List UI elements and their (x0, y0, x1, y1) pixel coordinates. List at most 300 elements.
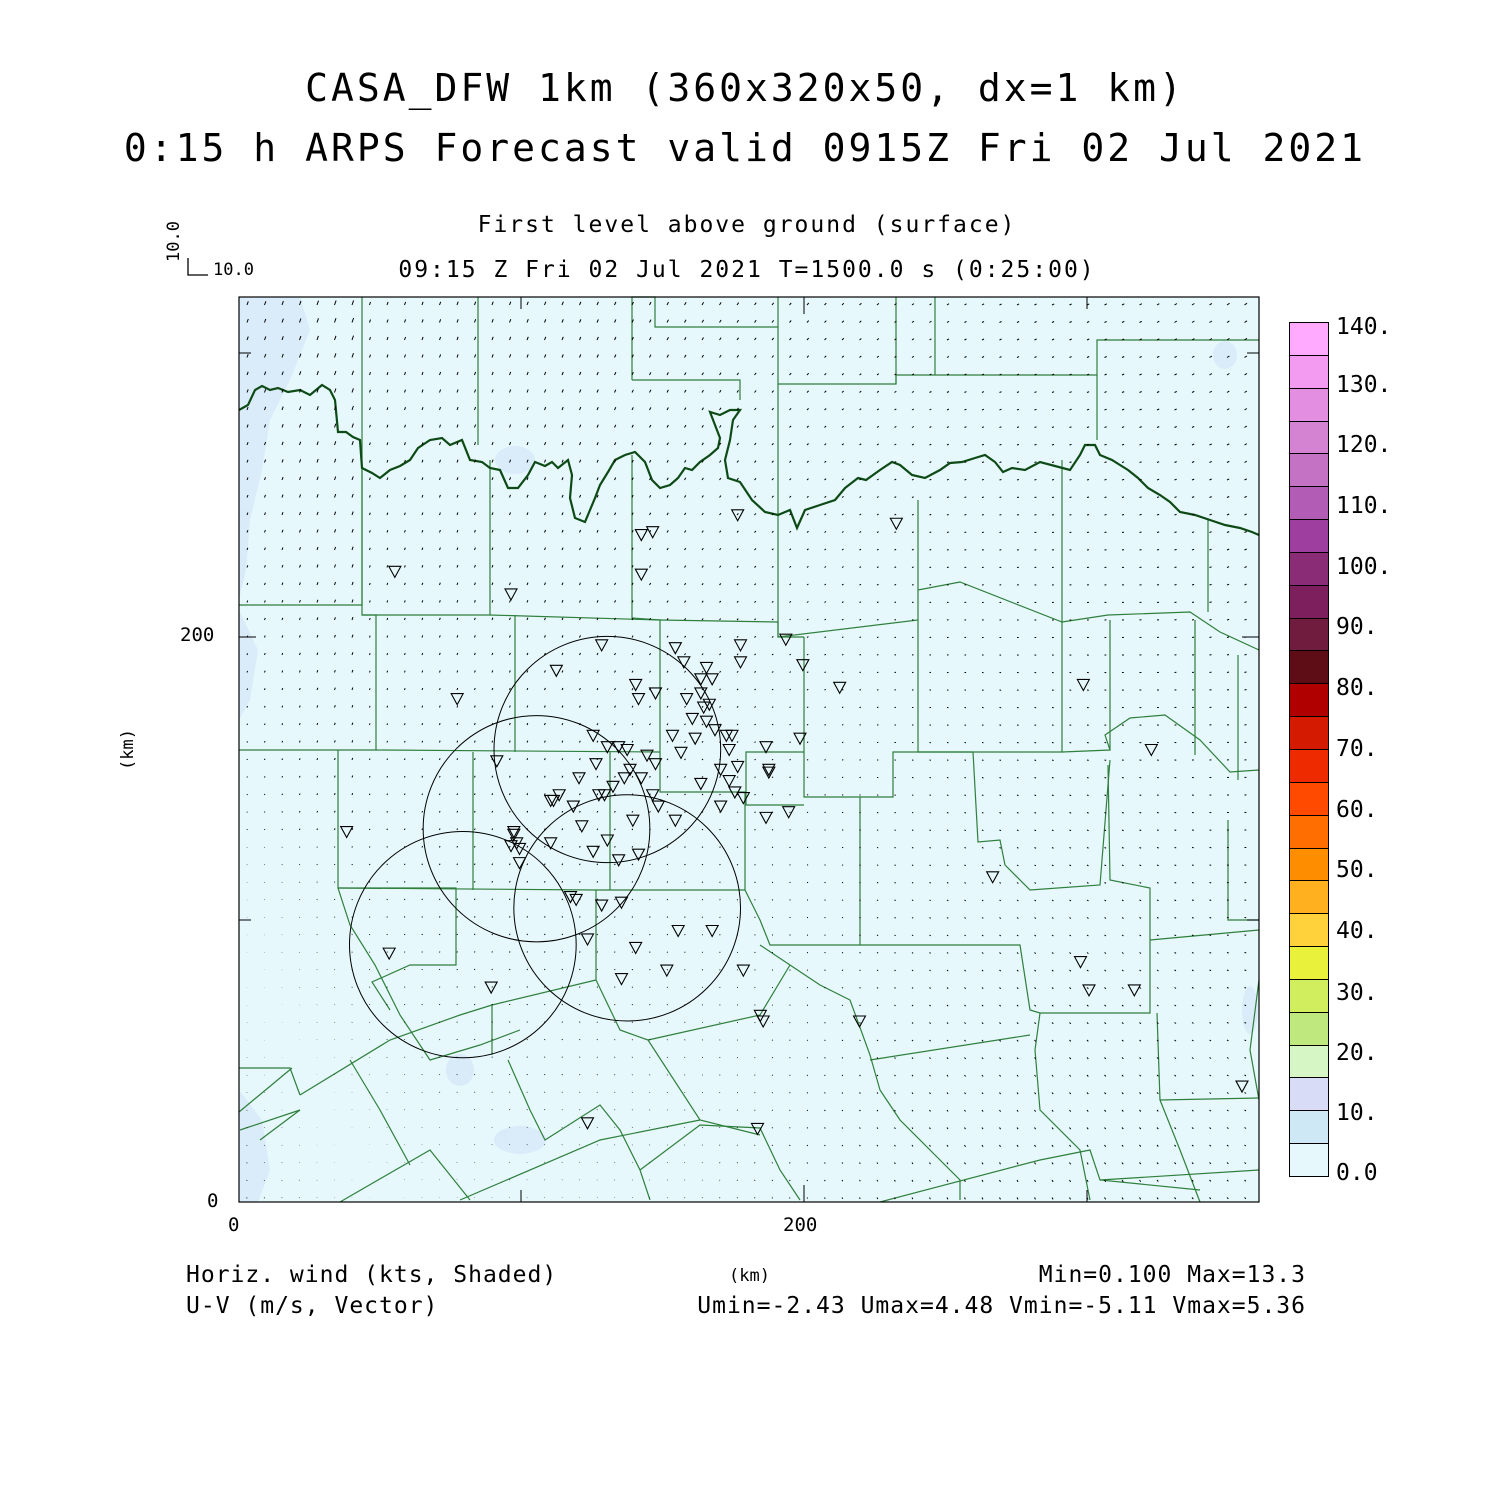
wind-vector (457, 881, 458, 882)
wind-vector (1052, 865, 1054, 866)
wind-vector (352, 793, 353, 795)
wind-vector (1157, 865, 1159, 866)
wind-vector (597, 1039, 598, 1040)
wind-vector (422, 671, 423, 673)
wind-vector (457, 793, 458, 795)
wind-vector (1122, 515, 1124, 516)
wind-vector (475, 846, 476, 848)
wind-vector (1070, 480, 1072, 481)
wind-vector (317, 723, 318, 725)
colorbar-cell (1289, 585, 1329, 619)
wind-vector (737, 759, 738, 760)
wind-vector (720, 882, 721, 883)
wind-vector (615, 917, 616, 918)
wind-vector (475, 864, 476, 865)
wind-vector (1070, 848, 1072, 849)
wind-vector (1210, 935, 1212, 936)
wind-vector (1070, 778, 1072, 779)
wind-vector (965, 883, 966, 884)
wind-vector (562, 934, 563, 935)
colorbar-cell (1289, 848, 1329, 882)
wind-vector (580, 969, 581, 970)
wind-vector (545, 864, 546, 865)
wind-vector (825, 1145, 826, 1146)
wind-vector (597, 1022, 598, 1023)
wind-vector (510, 899, 511, 900)
wind-vector (860, 1128, 861, 1129)
vector-key-v-label: 10.0 (164, 221, 184, 262)
wind-vector (947, 830, 948, 831)
wind-vector (877, 567, 879, 568)
wind-vector (982, 795, 983, 796)
wind-vector (825, 1023, 826, 1024)
wind-vector (790, 707, 791, 708)
wind-vector (877, 988, 878, 989)
wind-vector (877, 602, 879, 603)
wind-vector (1070, 427, 1072, 428)
wind-vector (562, 881, 563, 882)
wind-vector (440, 635, 441, 637)
wind-vector (650, 934, 651, 935)
wind-vector (282, 759, 283, 761)
wind-vector (370, 653, 371, 655)
wind-vector (1087, 813, 1089, 814)
wind-vector (807, 1180, 808, 1181)
wind-vector (877, 1075, 878, 1076)
wind-vector (650, 1040, 651, 1041)
colorbar-cell (1289, 880, 1329, 914)
wind-vector (685, 829, 686, 830)
wind-vector (702, 829, 703, 830)
wind-vector (790, 1198, 791, 1199)
wind-vector (632, 881, 633, 882)
wind-vector (720, 847, 721, 848)
wind-vector (247, 724, 248, 725)
wind-vector (825, 1110, 826, 1111)
wind-vector (300, 811, 301, 812)
colorbar (1289, 322, 1331, 1176)
wind-vector (405, 811, 406, 812)
wind-vector (597, 794, 598, 796)
wind-vector (300, 670, 301, 672)
wind-vector (510, 969, 511, 970)
wind-vector (440, 793, 441, 795)
colorbar-cell (1289, 486, 1329, 520)
wind-vector (527, 864, 528, 865)
wind-vector (1000, 830, 1001, 831)
wind-vector (912, 883, 913, 884)
wind-vector (580, 864, 581, 865)
wind-vector (965, 830, 966, 831)
wind-vector (247, 689, 248, 691)
wind-vector (1017, 480, 1019, 481)
y-tick-0: 0 (207, 1190, 219, 1212)
wind-vector (265, 688, 266, 690)
wind-vector (790, 724, 791, 725)
wind-vector (1210, 918, 1212, 919)
wind-vector (615, 829, 616, 830)
wind-vector (860, 1040, 861, 1041)
wind-vector (982, 479, 984, 480)
wind-vector (405, 688, 406, 690)
wind-vector (842, 1128, 843, 1129)
wind-vector (1192, 900, 1194, 901)
wind-vector (877, 549, 879, 550)
wind-vector (580, 1039, 581, 1040)
wind-vector (790, 1163, 791, 1164)
wind-vector (510, 776, 511, 778)
wind-vector (440, 671, 441, 673)
colorbar-cell (1289, 519, 1329, 553)
wind-vector (1017, 795, 1019, 796)
wind-vector (632, 899, 633, 900)
wind-vector (1227, 602, 1229, 603)
wind-vector (1017, 830, 1019, 831)
colorbar-cell (1289, 913, 1329, 947)
wind-vector (895, 549, 897, 550)
wind-vector (370, 636, 371, 638)
wind-vector (1227, 672, 1229, 673)
wind-vector (772, 707, 773, 708)
wind-vector (1227, 637, 1229, 638)
wind-vector (265, 776, 266, 777)
wind-vector (527, 987, 528, 988)
wind-vector (1052, 409, 1054, 410)
colorbar-label: 120. (1336, 432, 1392, 458)
vector-key-u-label: 10.0 (213, 260, 254, 280)
wind-vector (1157, 550, 1159, 551)
wind-vector (247, 671, 248, 673)
wind-vector (825, 654, 826, 655)
wind-vector (492, 864, 493, 865)
wind-vector (597, 811, 598, 812)
wind-vector (632, 811, 633, 812)
wind-vector (545, 846, 546, 848)
wind-vector (1017, 778, 1019, 779)
wind-vector (877, 970, 878, 971)
wind-vector (615, 952, 616, 953)
wind-vector (1122, 479, 1124, 480)
wind-vector (422, 635, 423, 637)
colorbar-label: 20. (1336, 1040, 1378, 1066)
wind-vector (527, 776, 528, 778)
wind-vector (930, 532, 932, 533)
wind-vector (1000, 848, 1001, 849)
wind-vector (492, 741, 493, 743)
colorbar-label: 80. (1336, 675, 1378, 701)
wind-vector (790, 1180, 791, 1181)
wind-vector (527, 829, 528, 831)
wind-vector (1210, 637, 1212, 638)
wind-vector (1052, 813, 1054, 814)
wind-vector (615, 881, 616, 882)
wind-vector (860, 567, 862, 568)
wind-vector (895, 1005, 896, 1006)
wind-vector (405, 600, 406, 602)
wind-vector (317, 793, 318, 795)
wind-vector (877, 935, 878, 936)
wind-vector (615, 846, 616, 847)
wind-vector (545, 987, 546, 988)
wind-vector (370, 706, 371, 708)
wind-vector (1052, 427, 1054, 428)
wind-vector (1140, 848, 1142, 849)
wind-vector (930, 550, 932, 551)
wind-vector (580, 934, 581, 935)
wind-vector (1227, 655, 1229, 656)
wind-vector (930, 497, 932, 498)
wind-vector (510, 741, 511, 743)
wind-vector (387, 600, 388, 602)
wind-vector (737, 1180, 738, 1181)
wind-vector (1122, 883, 1124, 884)
title-line-2: 0:15 h ARPS Forecast valid 0915Z Fri 02 Jul 2021 (123, 126, 1367, 170)
wind-vector (720, 900, 721, 901)
wind-vector (545, 969, 546, 970)
subtitle-line-1: First level above ground (surface) (477, 212, 1017, 238)
wind-vector (860, 1058, 861, 1059)
wind-vector (580, 811, 581, 813)
wind-vector (912, 953, 913, 954)
wind-vector (1157, 514, 1159, 515)
wind-vector (1245, 1023, 1247, 1024)
wind-vector (772, 777, 773, 778)
wind-vector (440, 688, 441, 690)
wind-vector (457, 688, 458, 690)
wind-vector (982, 462, 984, 463)
wind-vector (667, 1005, 668, 1006)
wind-vector (790, 759, 791, 760)
wind-vector (1157, 918, 1159, 919)
wind-vector (1017, 865, 1018, 866)
wind-vector (965, 444, 967, 445)
wind-vector (1140, 830, 1142, 831)
wind-vector (1210, 584, 1212, 585)
wind-vector (772, 1145, 773, 1146)
wind-vector (562, 951, 563, 952)
colorbar-label: 110. (1336, 493, 1392, 519)
wind-vector (825, 1005, 826, 1006)
wind-vector (702, 935, 703, 936)
wind-vector (1210, 988, 1212, 989)
wind-vector (1105, 830, 1107, 831)
wind-vector (1245, 619, 1247, 620)
wind-vector (597, 864, 598, 865)
wind-vector (702, 847, 703, 848)
wind-vector (702, 812, 703, 813)
wind-vector (370, 759, 371, 760)
wind-vector (492, 706, 493, 708)
wind-vector (1175, 585, 1177, 586)
wind-vector (1000, 865, 1001, 866)
wind-vector (895, 585, 897, 586)
wind-vector (562, 969, 563, 970)
wind-vector (597, 987, 598, 988)
wind-vector (492, 829, 493, 831)
wind-vector (510, 881, 511, 882)
wind-vector (772, 794, 773, 795)
wind-vector (422, 741, 423, 743)
wind-vector (1000, 497, 1002, 498)
wind-vector (1070, 497, 1072, 498)
wind-vector (527, 793, 528, 795)
wind-vector (965, 795, 966, 796)
wind-vector (282, 688, 283, 690)
wind-vector (387, 636, 388, 638)
wind-vector (632, 829, 633, 830)
wind-vector (632, 969, 633, 970)
wind-vector (632, 917, 633, 918)
wind-vector (1105, 444, 1107, 445)
wind-vector (265, 636, 266, 638)
wind-vector (1035, 778, 1037, 779)
wind-vector (1035, 848, 1037, 849)
wind-vector (1035, 427, 1037, 428)
wind-vector (492, 934, 493, 935)
wind-vector (492, 846, 493, 848)
wind-vector (405, 741, 406, 743)
wind-vector (405, 653, 406, 655)
wind-vector (475, 899, 476, 900)
wind-vector (685, 812, 686, 813)
wind-vector (422, 758, 423, 760)
wind-vector (1052, 830, 1054, 831)
wind-vector (860, 988, 861, 989)
wind-vector (667, 829, 668, 830)
wind-vector (300, 706, 301, 708)
wind-vector (527, 969, 528, 970)
wind-vector (930, 479, 932, 480)
wind-vector (580, 916, 581, 917)
wind-vector (475, 881, 476, 882)
wind-vector (965, 813, 966, 814)
wind-vector (370, 671, 371, 673)
wind-vector (1052, 462, 1054, 463)
wind-vector (825, 672, 826, 673)
wind-vector (510, 934, 511, 935)
wind-vector (930, 514, 932, 515)
y-axis-unit: (km) (118, 729, 138, 770)
wind-vector (650, 917, 651, 918)
wind-vector (1122, 462, 1124, 463)
wind-vector (422, 794, 423, 796)
wind-vector (1000, 795, 1002, 796)
wind-vector (877, 1093, 878, 1094)
wind-vector (860, 953, 861, 954)
wind-vector (1175, 883, 1177, 884)
wind-vector (1157, 900, 1159, 901)
wind-vector (842, 1163, 843, 1164)
wind-vector (527, 881, 528, 882)
wind-vector (947, 865, 948, 866)
wind-vector (737, 829, 738, 830)
wind-vector (1192, 918, 1194, 919)
wind-vector (632, 1040, 633, 1041)
wind-vector (527, 916, 528, 917)
wind-vector (1087, 480, 1089, 481)
wind-vector (1017, 813, 1019, 814)
wind-vector (632, 1022, 633, 1023)
wind-vector (580, 952, 581, 953)
wind-vector (842, 1075, 843, 1076)
wind-vector (930, 848, 931, 849)
wind-vector (737, 865, 738, 866)
wind-vector (1227, 1023, 1229, 1024)
wind-vector (1175, 900, 1177, 901)
wind-vector (772, 724, 773, 725)
colorbar-cell (1289, 322, 1329, 356)
colorbar-cell (1289, 453, 1329, 487)
wind-vector (982, 865, 983, 866)
wind-vector (982, 813, 983, 814)
wind-vector (895, 1163, 896, 1164)
wind-vector (1245, 654, 1247, 655)
wind-vector (1157, 567, 1159, 568)
wind-vector (772, 1180, 773, 1181)
colorbar-cell (1289, 1110, 1329, 1144)
wind-vector (580, 846, 581, 847)
wind-vector (807, 1198, 808, 1199)
wind-vector (1157, 532, 1159, 533)
wind-vector (807, 672, 808, 673)
wind-vector (335, 776, 336, 778)
wind-vector (1175, 549, 1177, 550)
wind-vector (755, 812, 756, 813)
wind-vector (632, 934, 633, 935)
wind-vector (510, 758, 511, 760)
wind-vector (755, 777, 756, 778)
wind-vector (685, 864, 686, 865)
wind-vector (877, 1198, 878, 1200)
wind-vector (282, 653, 283, 655)
wind-vector (387, 671, 388, 673)
colorbar-label: 10. (1336, 1100, 1378, 1126)
wind-vector (317, 776, 318, 778)
wind-vector (405, 776, 406, 778)
colorbar-cell (1289, 946, 1329, 980)
wind-vector (282, 706, 283, 708)
wind-vector (1140, 883, 1142, 884)
wind-vector (405, 671, 406, 673)
wind-vector (755, 1145, 756, 1146)
wind-vector (912, 900, 913, 901)
wind-vector (930, 883, 931, 884)
wind-vector (475, 829, 476, 831)
wind-vector (1017, 848, 1018, 849)
wind-vector (475, 723, 476, 725)
wind-vector (597, 829, 598, 830)
wind-vector (440, 829, 441, 831)
wind-vector (475, 688, 476, 690)
wind-vector (982, 444, 984, 445)
wind-vector (877, 1040, 878, 1041)
wind-vector (842, 1058, 843, 1059)
wind-vector (1105, 497, 1107, 498)
wind-vector (895, 900, 896, 901)
wind-vector (1140, 865, 1142, 866)
wind-vector (947, 813, 948, 814)
wind-vector (510, 951, 511, 952)
wind-vector (1052, 778, 1054, 779)
wind-vector (895, 602, 897, 603)
colorbar-cell (1289, 683, 1329, 717)
wind-vector (720, 917, 721, 918)
wind-vector (720, 777, 721, 778)
wind-vector (335, 723, 336, 725)
wind-vector (860, 1180, 861, 1181)
wind-vector (1052, 444, 1054, 445)
wind-vector (772, 1128, 773, 1129)
